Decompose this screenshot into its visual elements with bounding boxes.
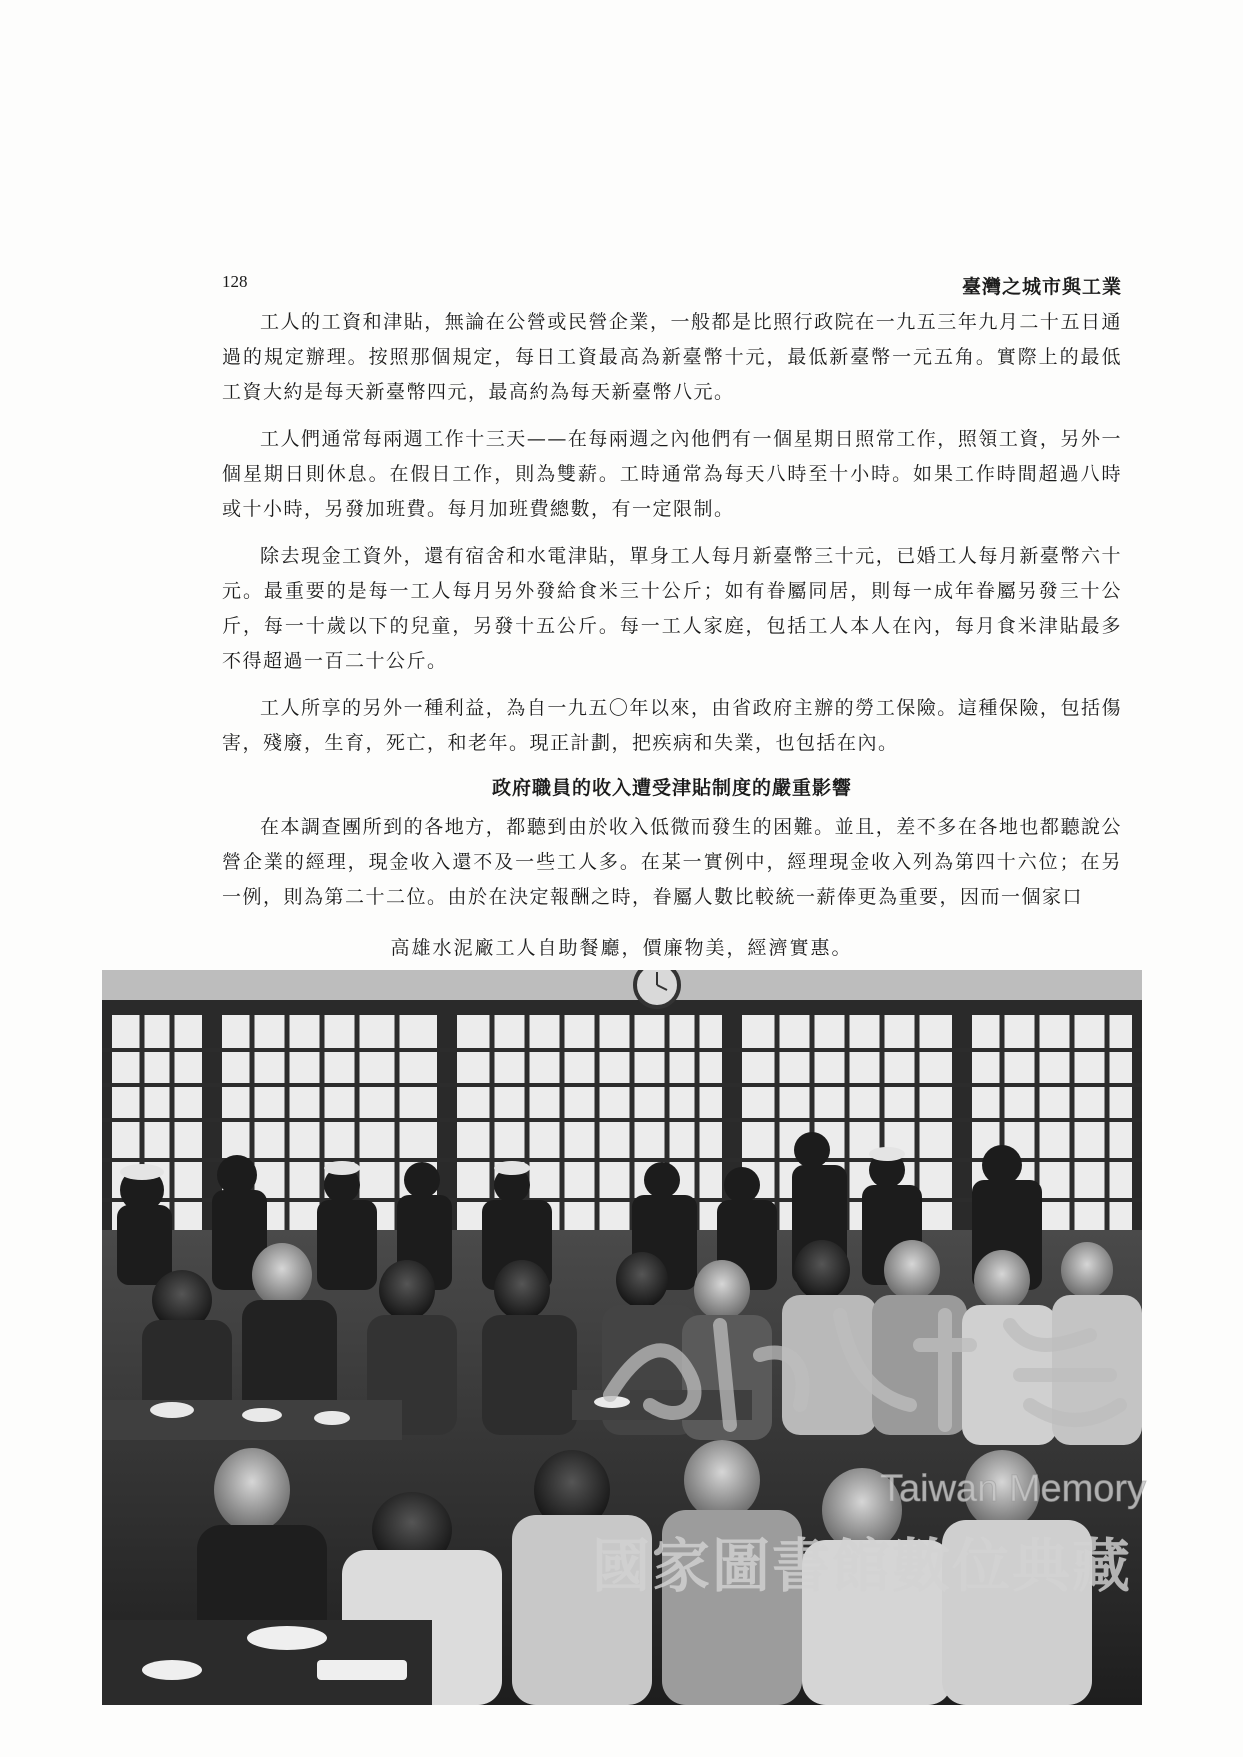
paragraph-insurance: 工人所享的另外一種利益，為自一九五〇年以來，由省政府主辦的勞工保險。這種保險，包括傷害，殘廢，生育，死亡，和老年。現正計劃，把疾病和失業，也包括在內。 [222,697,1122,754]
paragraph-work-hours: 工人們通常每兩週工作十三天——在每兩週之內他們有一個星期日照常工作，照領工資，另外一個星期日則休息。在假日工作，則為雙薪。工時通常為每天八時至十小時。如果工作時間超過八時或十小時，另發加班費。每月加班費總數，有一定限制。 [222,428,1122,520]
paragraph-wages: 工人的工資和津貼，無論在公營或民營企業，一般都是比照行政院在一九五三年九月二十五日通過的規定辦理。按照那個規定，每日工資最高為新臺幣十元，最低新臺幣一元五角。實際上的最低工資大約是每天新臺幣四元，最高約為每天新臺幣八元。 [222,311,1122,403]
watermark-english: Taiwan Memory [880,1468,1147,1510]
photo-caption: 高雄水泥廠工人自助餐廳，價廉物美，經濟實惠。 [390,937,853,959]
section-heading: 政府職員的收入遭受津貼制度的嚴重影響 [491,777,852,799]
page-number: 128 [222,272,248,291]
cafeteria-photo [102,970,1142,1705]
running-title: 臺灣之城市與工業 [961,276,1122,298]
paragraph-allowances: 除去現金工資外，還有宿舍和水電津貼，單身工人每月新臺幣三十元，已婚工人每月新臺幣六十元。最重要的是每一工人每月另外發給食米三十公斤；如有眷屬同居，則每一成年眷屬另發三十公斤，每一十歲以下的兒童，另發十五公斤。每一工人家庭，包括工人本人在內，每月食米津貼最多不得超過一百二十公斤。 [222,545,1122,672]
page-header [222,272,1122,302]
body-text [222,305,1122,927]
paragraph-officials-income: 在本調查團所到的各地方，都聽到由於收入低微而發生的困難。並且，差不多在各地也都聽說公營企業的經理，現金收入還不及一些工人多。在某一實例中，經理現金收入列為第四十六位；在另一例，則為第二十二位。由於在決定報酬之時，眷屬人數比較統一薪俸更為重要，因而一個家口 [222,816,1122,908]
watermark-chinese: 國家圖書館數位典藏 [592,1532,1133,1600]
